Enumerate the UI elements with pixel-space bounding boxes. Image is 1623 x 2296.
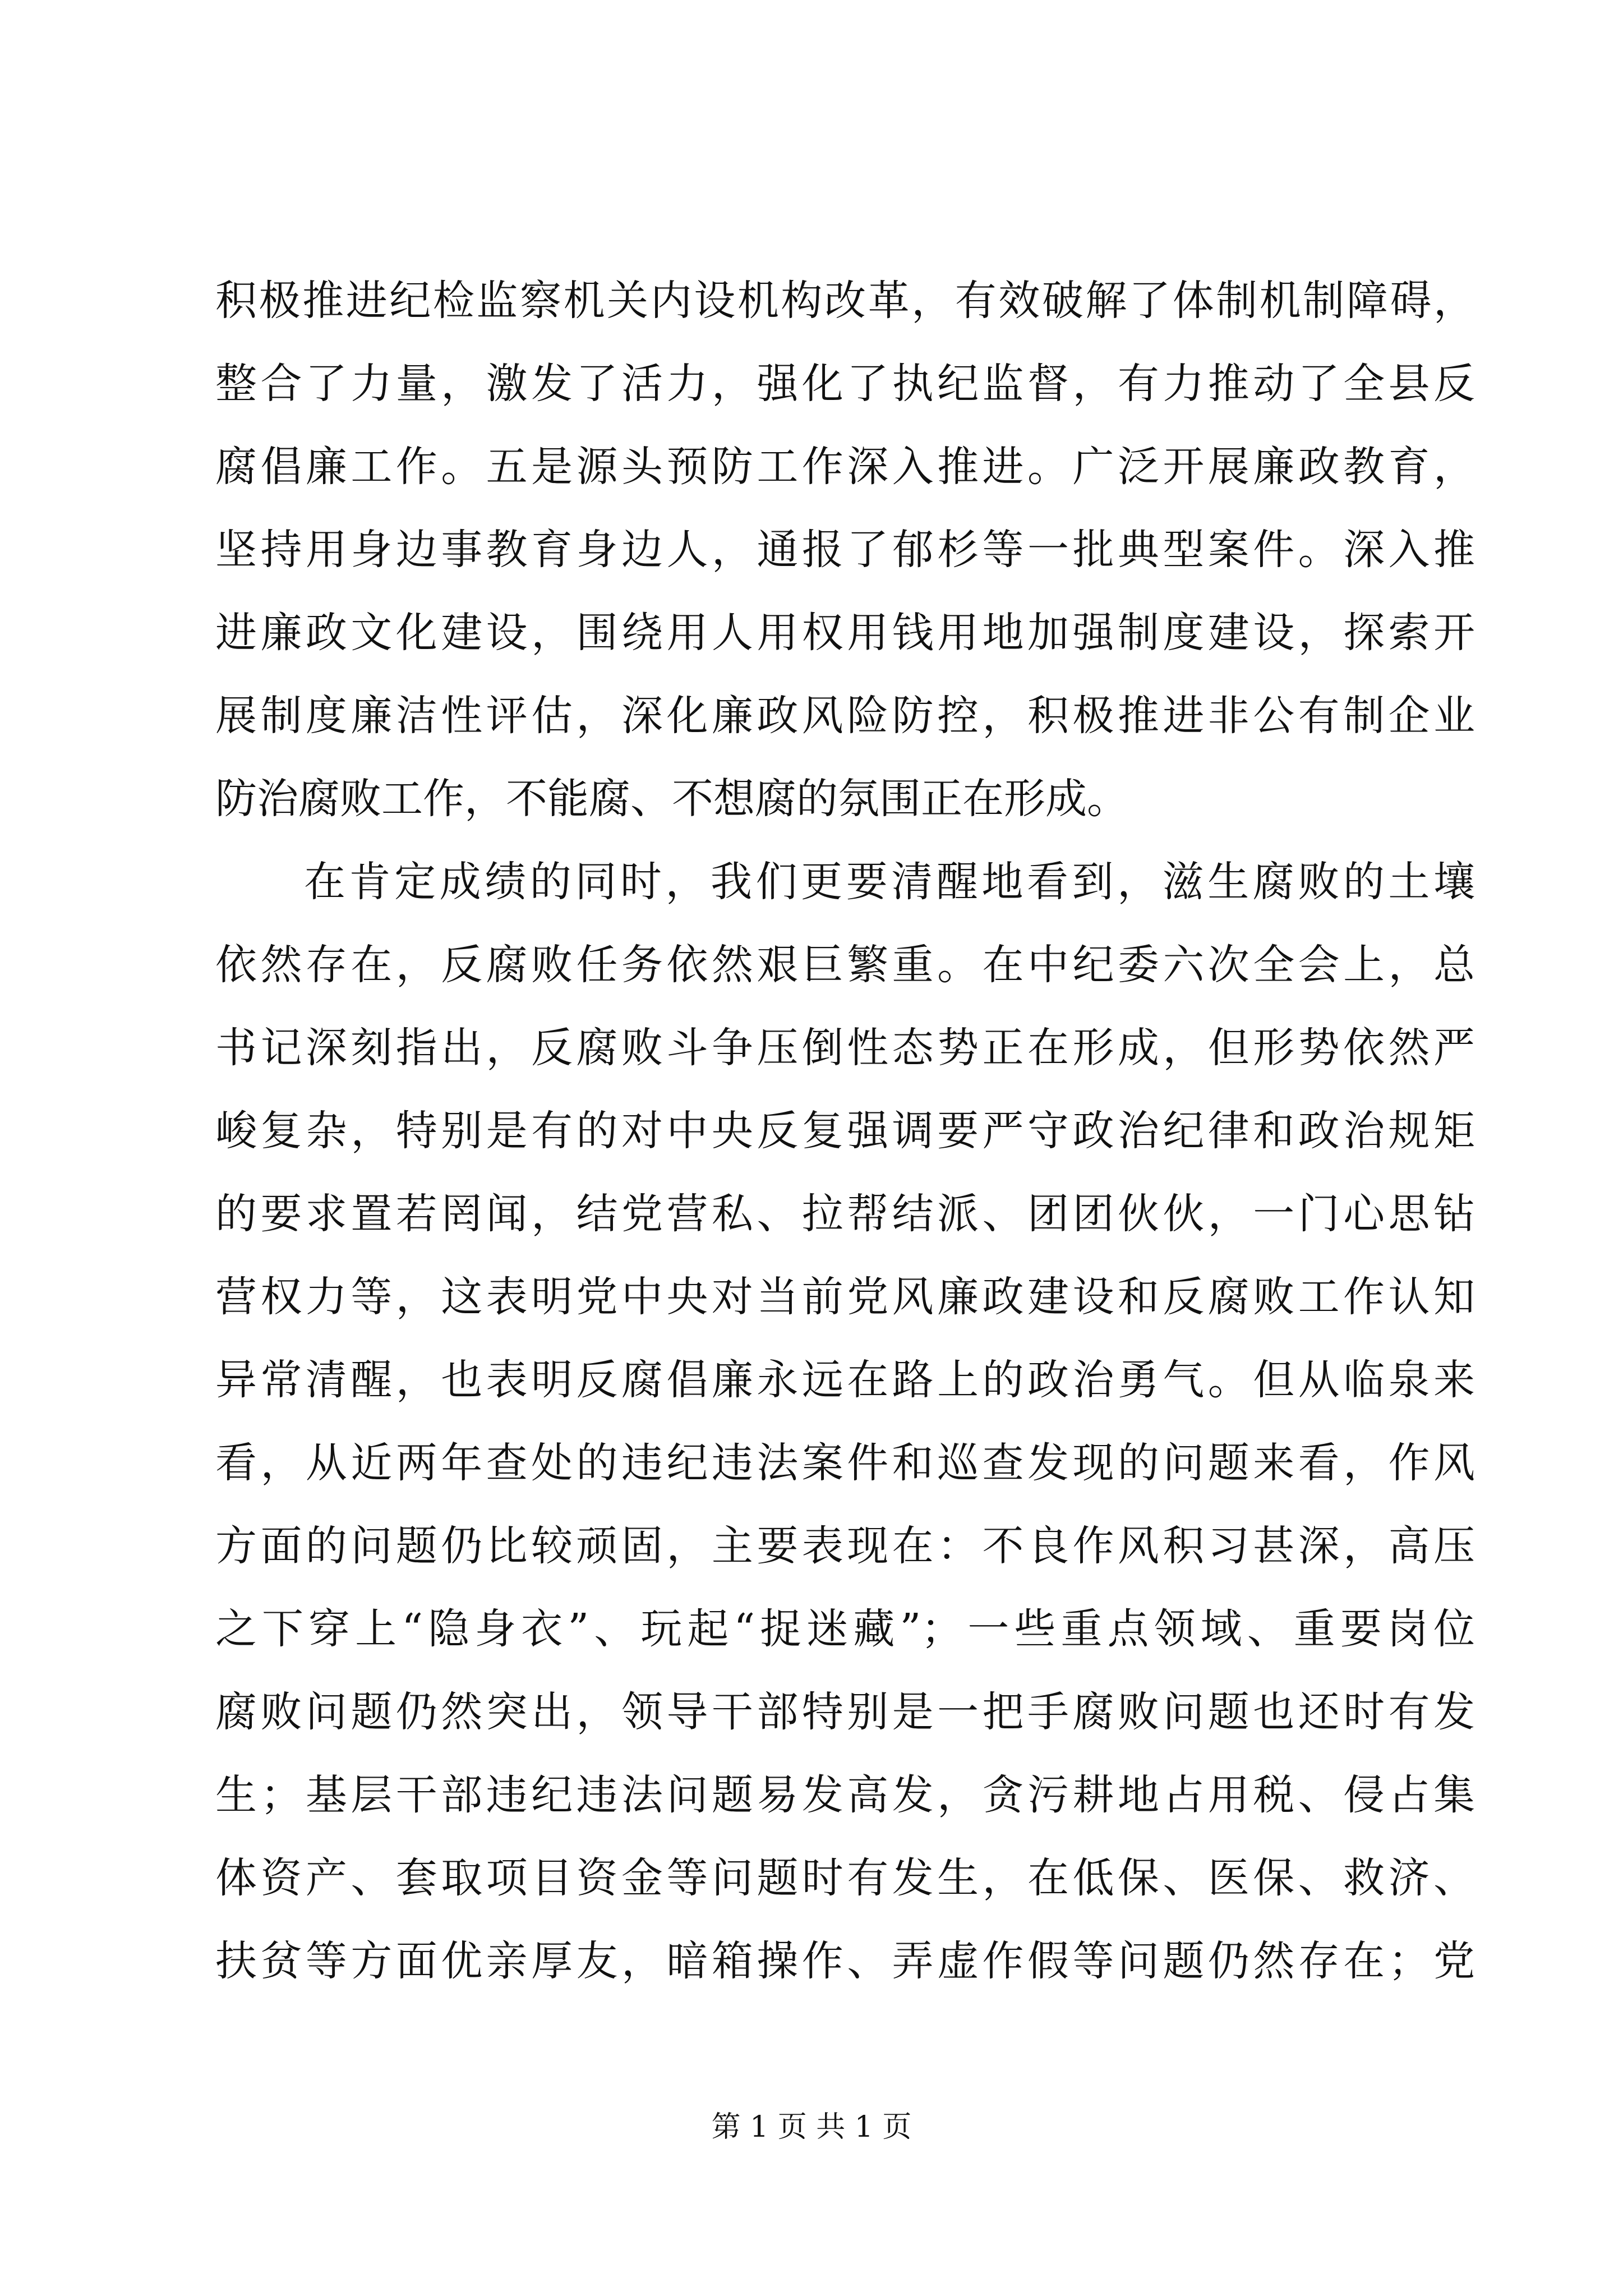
- text-line-20: 体资产、套取项目资金等问题时有发生，在低保、医保、救济、: [215, 1854, 1475, 1902]
- text-line-9: 依然存在，反腐败任务依然艰巨繁重。在中纪委六次全会上，总: [215, 941, 1475, 989]
- text-line-21: 扶贫等方面优亲厚友，暗箱操作、弄虚作假等问题仍然存在；党: [215, 1937, 1475, 1985]
- text-line-7: 防治腐败工作，不能腐、不想腐的氛围正在形成。: [215, 775, 1128, 823]
- text-line-13: 营权力等，这表明党中央对当前党风廉政建设和反腐败工作认知: [215, 1273, 1475, 1321]
- text-line-3: 腐倡廉工作。五是源头预防工作深入推进。广泛开展廉政教育，: [215, 443, 1475, 491]
- text-line-14: 异常清醒，也表明反腐倡廉永远在路上的政治勇气。但从临泉来: [215, 1356, 1475, 1404]
- text-line-2: 整合了力量，激发了活力，强化了执纪监督，有力推动了全县反: [215, 360, 1475, 408]
- document-body: [215, 259, 1475, 2003]
- text-line-5: 进廉政文化建设，围绕用人用权用钱用地加强制度建设，探索开: [215, 609, 1475, 657]
- text-line-17: 之下穿上“隐身衣”、玩起“捉迷藏”；一些重点领域、重要岗位: [215, 1605, 1475, 1653]
- page-footer: 第 1 页 共 1 页: [711, 2110, 912, 2144]
- text-line-6: 展制度廉洁性评估，深化廉政风险防控，积极推进非公有制企业: [215, 692, 1475, 740]
- text-line-11: 峻复杂，特别是有的对中央反复强调要严守政治纪律和政治规矩: [215, 1107, 1475, 1155]
- text-line-10: 书记深刻指出，反腐败斗争压倒性态势正在形成，但形势依然严: [215, 1024, 1475, 1072]
- text-line-4: 坚持用身边事教育身边人，通报了郁杉等一批典型案件。深入推: [215, 526, 1475, 574]
- text-line-19: 生；基层干部违纪违法问题易发高发，贪污耕地占用税、侵占集: [215, 1771, 1475, 1819]
- text-line-1: 积极推进纪检监察机关内设机构改革，有效破解了体制机制障碍，: [215, 277, 1475, 325]
- text-line-15: 看，从近两年查处的违纪违法案件和巡查发现的问题来看，作风: [215, 1439, 1475, 1487]
- text-line-16: 方面的问题仍比较顽固，主要表现在：不良作风积习甚深，高压: [215, 1522, 1475, 1570]
- text-line-18: 腐败问题仍然突出，领导干部特别是一把手腐败问题也还时有发: [215, 1688, 1475, 1736]
- text-line-8: 在肯定成绩的同时，我们更要清醒地看到，滋生腐败的土壤: [304, 858, 1475, 906]
- text-line-12: 的要求置若罔闻，结党营私、拉帮结派、团团伙伙，一门心思钻: [215, 1190, 1475, 1238]
